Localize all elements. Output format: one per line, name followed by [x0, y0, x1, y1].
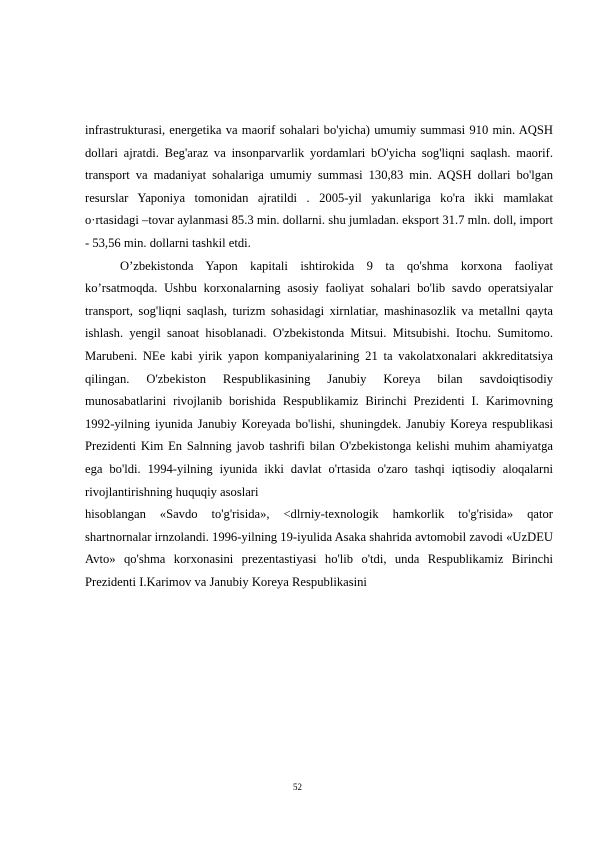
paragraph-3: hisoblangan «Savdo to'g'risida», <dlrniy-texnologik hamkorlik to'g'risida» qator shartnornalar irnzolandi. 1996-yilning 19-iyulida Asaka shahrida avtomobil zavodi «UzDEU Avto» qo'shma korxonasini prezentastiyasi ho'lib o'tdi, unda Respublikamiz Birinchi Prezidenti I.Karimov va Janubiy Koreya Respublikasini [85, 507, 553, 589]
body-text [85, 119, 553, 593]
paragraph-1: infrastrukturasi, energetika va maorif sohalari bo'yicha) umumiy summasi 910 min. AQSH dollari ajratdi. Beg'araz va insonparvarlik yordamlari bO'yicha sog'liqni saqlash. maorif. transport va madaniyat sohalariga umumiy summasi 130,83 min. AQSH dollari bo'lgan resurslar Yaponiya tomonidan ajratildi . 2005-yil yakunlariga ko'ra ikki mamlakat o·rtasidagi –tovar aylanmasi 85.3 min. dollarni. shu jumladan. eksport 31.7 mln. doll, import - 53,56 min. dollarni tashkil etdi. [85, 123, 553, 250]
page-number: 52 [293, 782, 302, 792]
paragraph-2: O’zbekistonda Yapon kapitali ishtirokida 9 ta qo'shma korxona faoliyat ko’rsatmoqda. Ushbu korxonalarning asosiy faoliyat sohalari bo'lib savdo operatsiyalar transport, sog'liqni saqlash, turizm sohasidagi xirnlatiar, mashinasozlik va metallni qayta ishlash. yengil sanoat hisoblanadi. O'zbekistonda Mitsui. Mitsubishi. Itochu. Sumitomo. Marubeni. NEe kabi yirik yapon kompaniyalarining 21 ta vakolatxonalari akkreditatsiya qilingan. O'zbekiston Respublikasining Janubiy Koreya bilan savdoiqtisodiy munosabatlarini rivojlanib borishida Respublikamiz Birinchi Prezidenti I. Karimovning 1992-yilning iyunida Janubiy Koreyada bo'lishi, shuningdek. Janubiy Koreya respublikasi Prezidenti Kim En Salnning javob tashrifi bilan O'zbekistonga kelishi muhim ahamiyatga ega bo'ldi. 1994-yilning iyunida ikki davlat o'rtasida o'zaro tashqi iqtisodiy aloqalarni rivojlantirishning huquqiy asoslari [85, 258, 553, 499]
